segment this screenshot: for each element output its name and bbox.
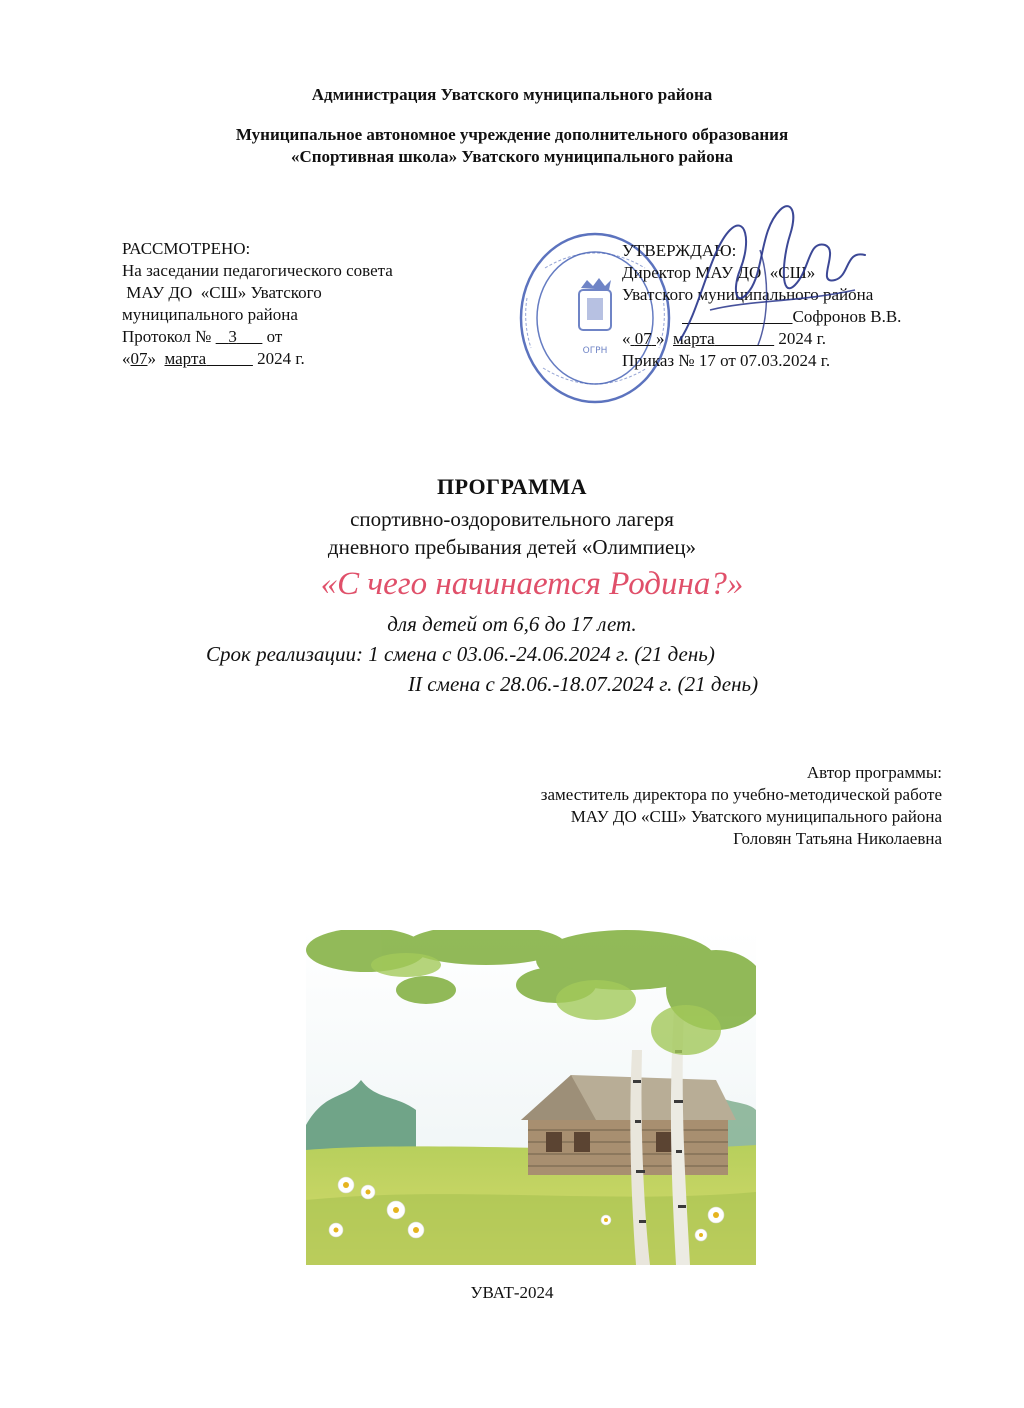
reviewed-date <box>122 348 393 370</box>
reviewed-protocol <box>122 326 393 348</box>
author-name: Головян Татьяна Николаевна <box>733 829 942 848</box>
program-period-2: II смена с 28.06.-18.07.2024 г. (21 день) <box>408 672 759 696</box>
protocol-suffix: от <box>262 327 283 346</box>
approved-date-month-value: марта <box>673 329 715 348</box>
date-open-quote: « <box>122 349 131 368</box>
director-signature <box>640 190 880 360</box>
author-organization: МАУ ДО «СШ» Уватского муниципального района <box>570 807 942 826</box>
reviewed-line-1: На заседании педагогического совета <box>122 261 393 280</box>
village-house-illustration <box>306 930 756 1265</box>
author-position: заместитель директора по учебно-методической работе <box>540 785 942 804</box>
approved-line-1: Директор МАУ ДО «СШ» <box>622 263 816 282</box>
approved-line-2: Уватского муниципального района <box>622 285 874 304</box>
administration-heading: Администрация Уватского муниципального района <box>311 85 713 104</box>
approved-order: Приказ № 17 от 07.03.2024 г. <box>622 351 831 370</box>
program-period-1: Срок реализации: 1 смена с 03.06.-24.06.2024 г. (21 день) <box>206 642 715 666</box>
svg-text:ОГРН: ОГРН <box>582 346 608 356</box>
approved-date-open-quote: « <box>622 329 631 348</box>
date-year: 2024 г. <box>252 349 305 368</box>
approved-date-close-quote: » <box>656 329 673 348</box>
date-month-value: марта <box>164 349 207 368</box>
city-year-footer: УВАТ-2024 <box>470 1283 554 1302</box>
protocol-number-value: 3 <box>228 327 237 346</box>
author-label: Автор программы: <box>806 763 942 782</box>
program-line-1: спортивно-оздоровительного лагеря <box>350 507 674 531</box>
protocol-number <box>216 327 263 346</box>
program-line-2: дневного пребывания детей «Олимпиец» <box>327 535 697 559</box>
program-title: ПРОГРАММА <box>437 474 587 499</box>
date-close-quote: » <box>147 349 165 368</box>
date-month <box>165 349 253 368</box>
approved-title: УТВЕРЖДАЮ: <box>622 241 737 260</box>
program-ages: для детей от 6,6 до 17 лет. <box>387 612 637 636</box>
approved-date-day-value: 07 <box>634 329 652 348</box>
reviewed-line-3: муниципального района <box>122 305 298 324</box>
approved-date-year: 2024 г. <box>774 329 826 348</box>
reviewed-line-2: МАУ ДО «СШ» Уватского <box>122 283 322 302</box>
date-day: 07 <box>130 349 148 368</box>
reviewed-title: РАССМОТРЕНО: <box>122 239 251 258</box>
program-name: «С чего начинается Родина?» <box>320 566 744 602</box>
protocol-label: Протокол № <box>122 327 216 346</box>
institution-line-1: Муниципальное автономное учреждение дополнительного образования <box>235 125 789 144</box>
director-name: Софронов В.В. <box>792 307 902 326</box>
institution-line-2: «Спортивная школа» Уватского муниципального района <box>290 147 734 166</box>
reviewed-block <box>122 238 393 370</box>
author-block <box>541 762 942 850</box>
